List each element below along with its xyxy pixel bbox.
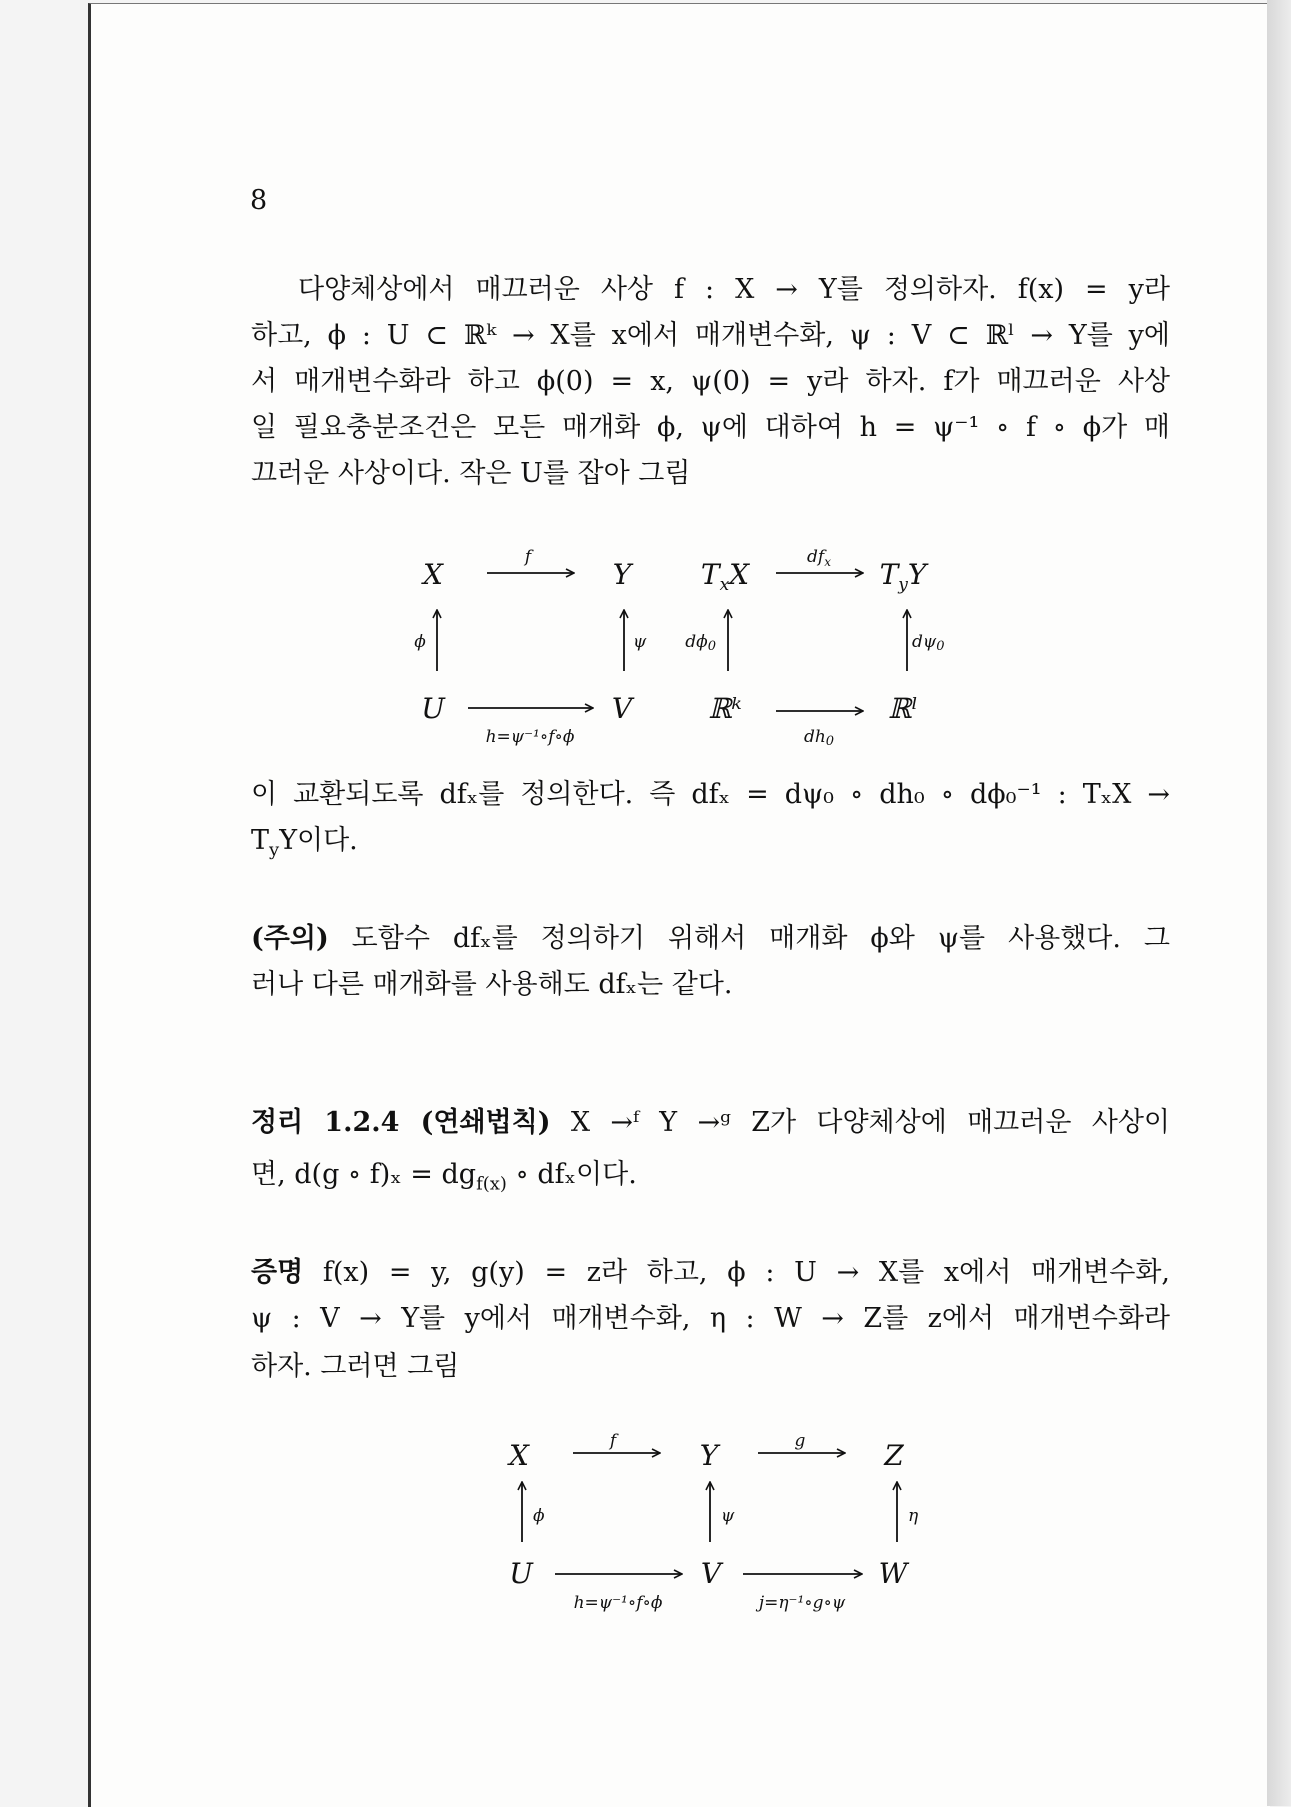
diagram-2 [507, 1431, 919, 1613]
node-U: U [421, 692, 445, 725]
label-f: f [609, 1431, 617, 1451]
node-V: V [700, 1557, 722, 1590]
node-V: V [611, 692, 633, 725]
proof-label: 증명 [251, 1257, 304, 1288]
label-phi: ϕ [414, 632, 426, 652]
node-Y: Y [612, 558, 632, 591]
text-line: 다양체상에서 매끄러운 사상 f : X → Y를 정의하자. f(x) = y라 [298, 274, 1170, 305]
text-line: $T_yY$이다. [251, 825, 358, 861]
node-TxX: $T_xX$ [700, 558, 750, 595]
proof-line: ψ : V → Y를 y에서 매개변수화, η : W → Z를 z에서 매개변수화라 [251, 1303, 1170, 1334]
theorem-line: 정리 1.2.4 (연쇄법칙) X →ᶠ Y →ᵍ Z가 다양체상에 매끄러운 사상이 [251, 1107, 1170, 1138]
label-h: h=ψ⁻¹∘f∘ϕ [485, 727, 575, 747]
theorem-line: 면, d(g ∘ $f)_x = dg_{f(x)}$ ∘ dfₓ이다. [251, 1159, 637, 1195]
label-dpsi0: dψ0 [912, 632, 945, 654]
node-TyY: $T_yY$ [879, 558, 927, 595]
proof-line: 증명 f(x) = y, g(y) = z라 하고, ϕ : U → X를 x에서 매개변수화, [251, 1257, 1170, 1288]
label-psi: ψ [721, 1506, 735, 1526]
node-Y: Y [699, 1439, 719, 1472]
text-line: 하고, ϕ : U ⊂ ℝᵏ → X를 x에서 매개변수화, ψ : V ⊂ ℝˡ → Y를 y에 [251, 320, 1170, 351]
label-j: j=η⁻¹∘g∘ψ [758, 1593, 846, 1613]
label-dfx: $df_x$ [807, 547, 831, 569]
node-Rk: ℝᵏ [708, 692, 742, 725]
node-X: X [423, 558, 443, 591]
label-dphi0: dϕ0 [685, 632, 716, 654]
node-W: W [878, 1557, 908, 1590]
note-label: (주의) [251, 923, 329, 954]
note-line: (주의) 도함수 dfₓ를 정의하기 위해서 매개화 ϕ와 ψ를 사용했다. 그 [251, 923, 1170, 954]
node-Rl: ℝˡ [887, 692, 919, 725]
text-line: 이 교환되도록 dfₓ를 정의한다. 즉 dfₓ = dψ₀ ∘ dh₀ ∘ dϕ₀⁻¹ : TₓX → [251, 779, 1170, 810]
text-line: 서 매개변수화라 하고 ϕ(0) = x, ψ(0) = y라 하자. f가 매끄러운 사상 [251, 366, 1170, 397]
text-line: 일 필요충분조건은 모든 매개화 ϕ, ψ에 대하여 h = ψ⁻¹ ∘ f ∘ ϕ가 매 [251, 412, 1170, 443]
node-Z: Z [884, 1439, 904, 1472]
note-line: 러나 다른 매개화를 사용해도 dfₓ는 같다. [251, 969, 733, 1000]
node-U: U [509, 1557, 533, 1590]
page-number: 8 [250, 185, 268, 216]
label-phi: ϕ [533, 1506, 545, 1526]
node-X: X [509, 1439, 529, 1472]
label-g: g [794, 1431, 806, 1451]
proof-line: 하자. 그러면 그림 [251, 1351, 460, 1382]
label-eta: η [908, 1506, 919, 1526]
diagram-1 [414, 547, 944, 749]
label-psi: ψ [633, 632, 647, 652]
text-line: 끄러운 사상이다. 작은 U를 잡아 그림 [251, 458, 691, 489]
label-h: h=ψ⁻¹∘f∘ϕ [573, 1593, 663, 1613]
theorem-label: 정리 1.2.4 (연쇄법칙) [251, 1107, 551, 1138]
label-dh0: dh0 [803, 727, 835, 749]
label-f: f [524, 547, 532, 567]
